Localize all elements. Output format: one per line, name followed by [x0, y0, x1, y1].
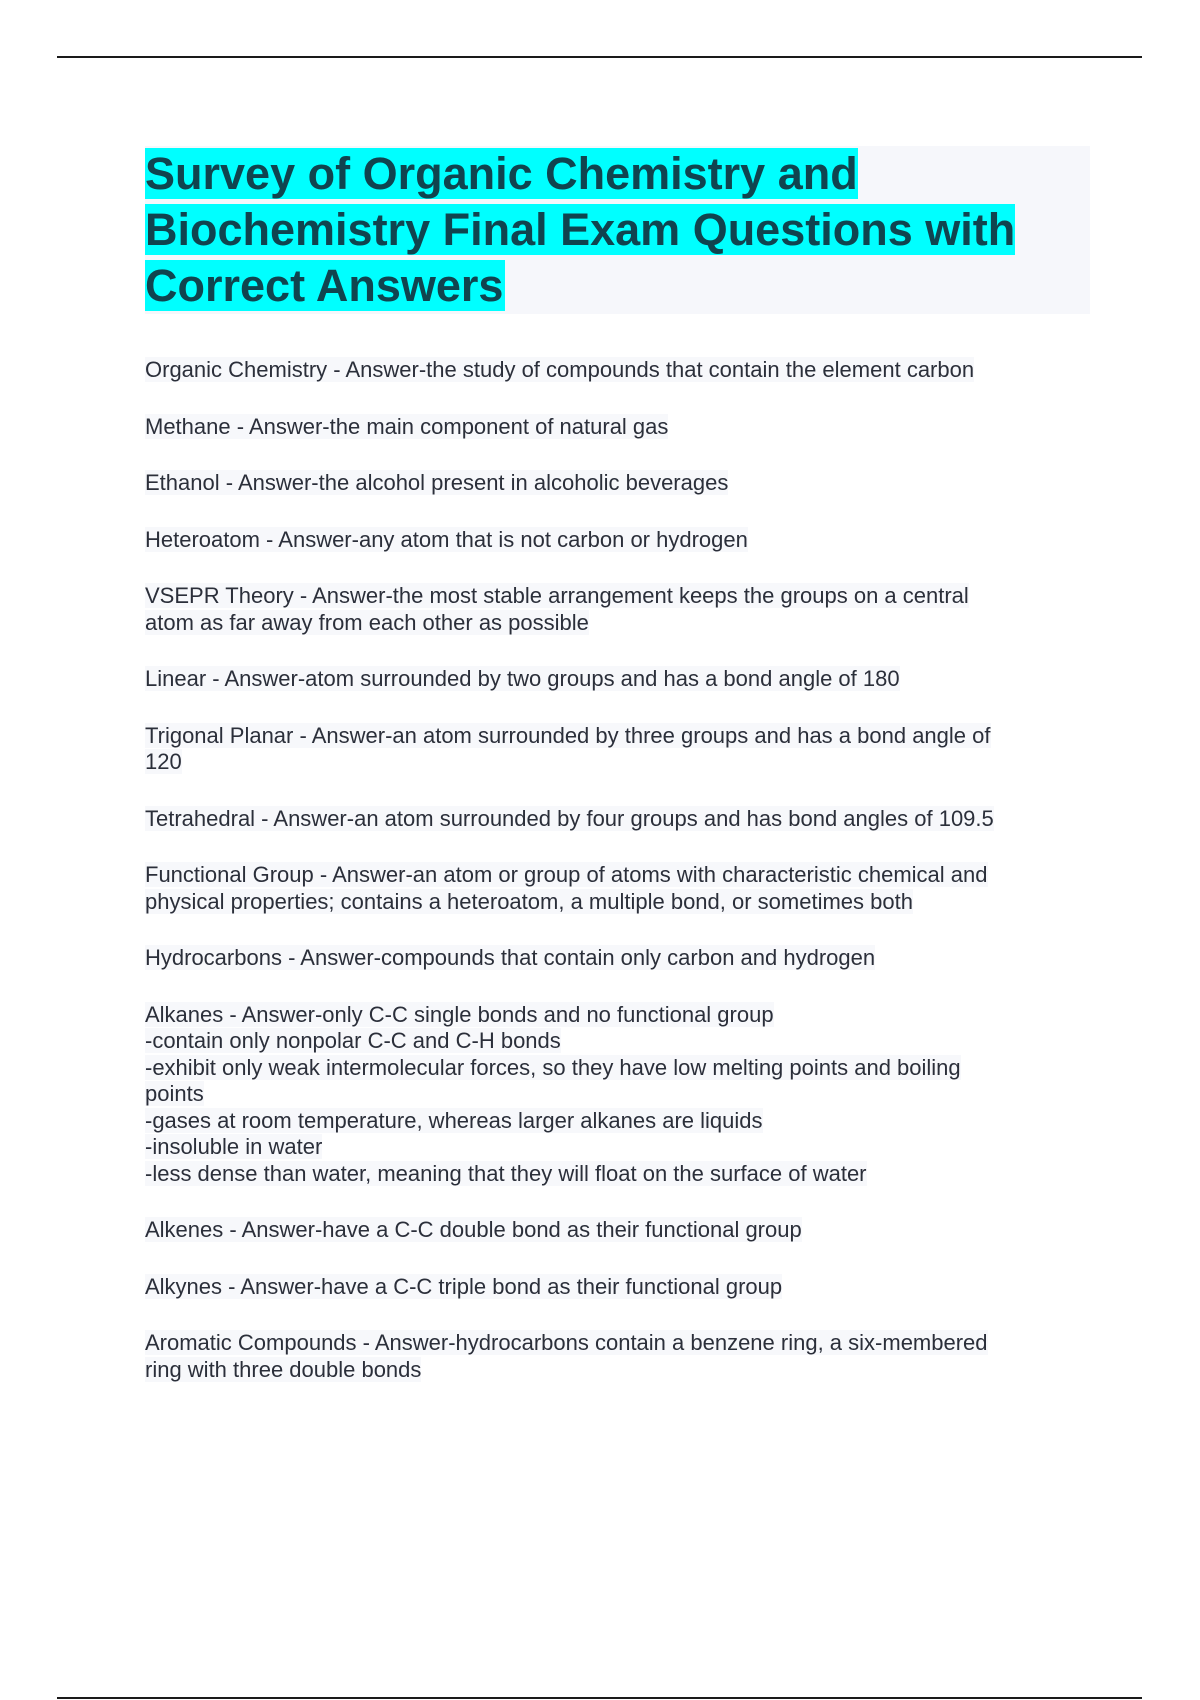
entry-linear: Linear - Answer-atom surrounded by two groups and has a bond angle of 180 [145, 666, 900, 691]
entry-heteroatom: Heteroatom - Answer-any atom that is not carbon or hydrogen [145, 526, 748, 552]
entry-ethanol: Ethanol - Answer-the alcohol present in alcoholic beverages [145, 470, 729, 495]
entry-alkynes: Alkynes - Answer-have a C-C triple bond as their functional group [145, 1273, 783, 1299]
entry-organic-chemistry: Organic Chemistry - Answer-the study of compounds that contain the element carbon [145, 357, 975, 382]
entry-vsepr-theory: VSEPR Theory - Answer-the most stable arrangement keeps the groups on a central atom as far away from each other as possible [145, 583, 969, 635]
entry-trigonal-planar: Trigonal Planar - Answer-an atom surrounded by three groups and has a bond angle of 120 [145, 722, 991, 774]
entry-list [145, 357, 1090, 1383]
bottom-rule [57, 1697, 1142, 1699]
top-rule [57, 56, 1142, 58]
entry-functional-group: Functional Group - Answer-an atom or group of atoms with characteristic chemical and physical properties; contains a heteroatom, a multiple bond, or sometimes both [145, 862, 988, 914]
entry-aromatic-compounds: Aromatic Compounds - Answer-hydrocarbons contain a benzene ring, a six-membered ring with three double bonds [145, 1330, 988, 1382]
title-highlight: Survey of Organic Chemistry and Biochemistry Final Exam Questions with Correct Answers [145, 148, 1016, 311]
entry-tetrahedral: Tetrahedral - Answer-an atom surrounded by four groups and has bond angles of 109.5 [145, 805, 994, 831]
entry-methane: Methane - Answer-the main component of natural gas [145, 413, 669, 439]
entry-alkanes: Alkanes - Answer-only C-C single bonds and no functional group -contain only nonpolar C-C and C-H bonds -exhibit only weak intermolecular forces, so they have low melting points and boiling points -gases at room temperature, whereas larger alkanes are liquids -insoluble in water -less dense than water, meaning that they will float on the surface of water [145, 1001, 961, 1186]
document-title [145, 146, 1090, 314]
entry-hydrocarbons: Hydrocarbons - Answer-compounds that contain only carbon and hydrogen [145, 945, 876, 970]
document-body [145, 146, 1090, 1413]
entry-alkenes: Alkenes - Answer-have a C-C double bond as their functional group [145, 1217, 802, 1242]
